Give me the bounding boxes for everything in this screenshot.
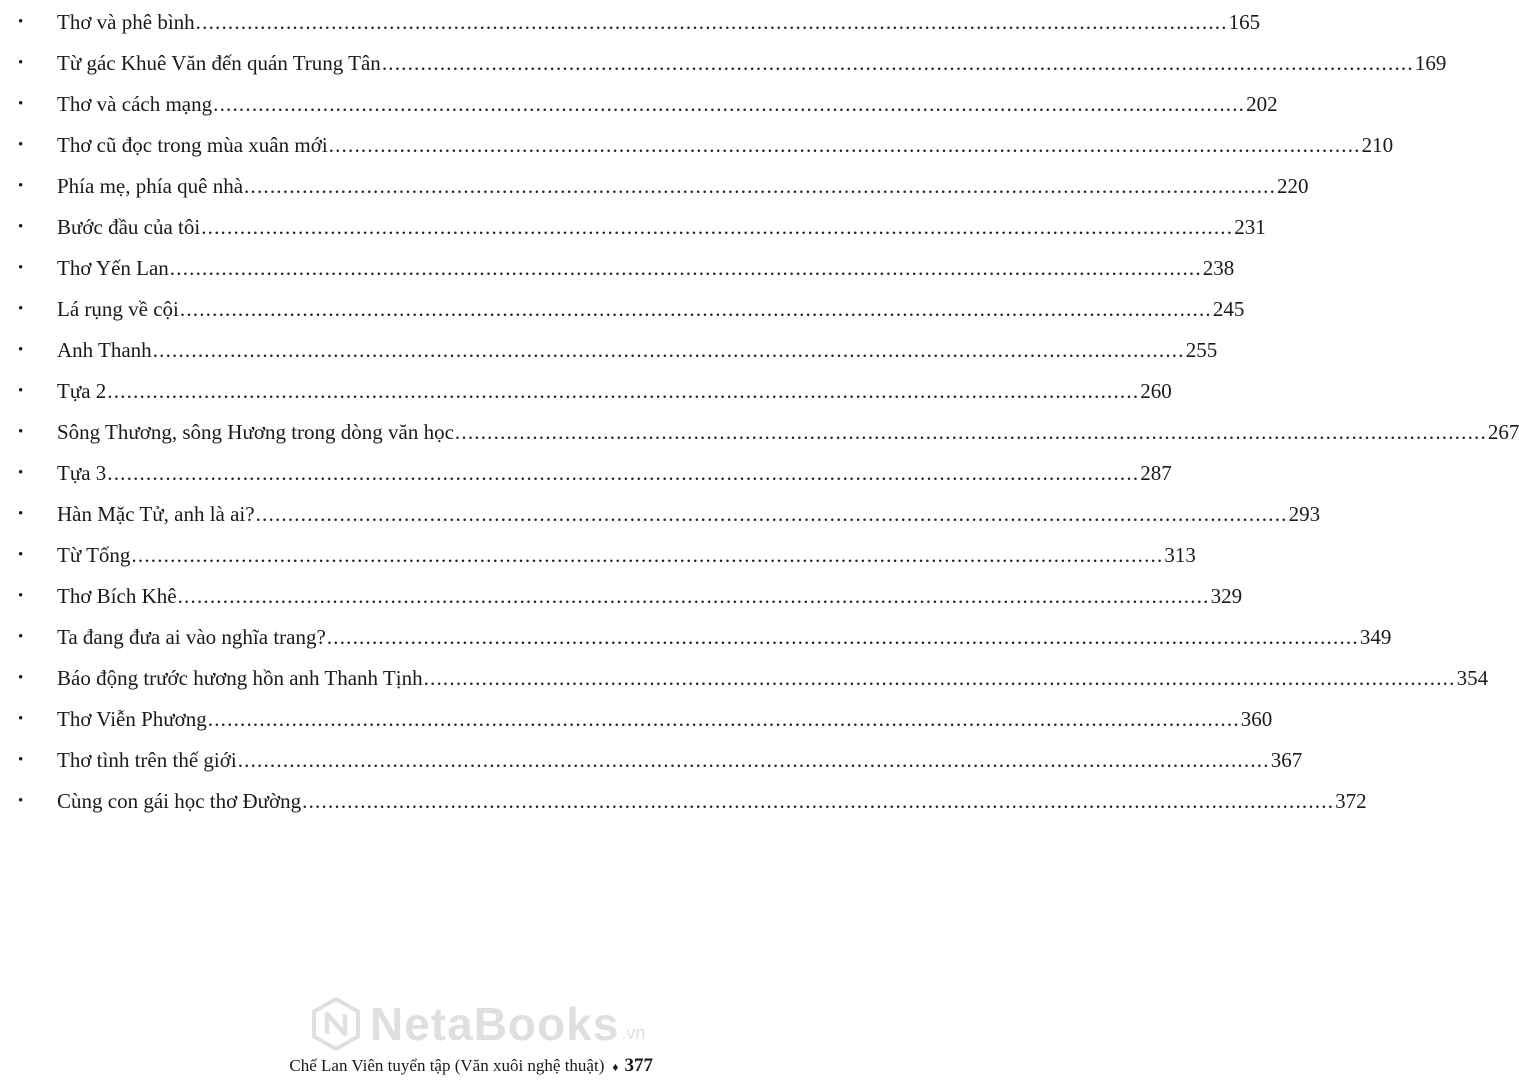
toc-item — [0, 43, 1447, 84]
toc-entry — [57, 453, 1172, 494]
toc-page-number: 220 — [1277, 174, 1309, 198]
toc-item — [0, 166, 1309, 207]
toc-page-number: 169 — [1414, 51, 1447, 75]
toc-page-number: 313 — [1164, 543, 1196, 567]
dot-leader: ................................................................................................................................................................ — [131, 543, 1164, 567]
toc-item — [0, 207, 1266, 248]
toc-page-number: 202 — [1246, 92, 1278, 116]
toc-title: Từ Tống — [57, 543, 131, 567]
toc-title: Lá rụng về cội — [57, 297, 179, 321]
toc-entry — [57, 289, 1245, 330]
bullet-icon: • — [18, 711, 24, 727]
toc-page-number: 372 — [1335, 789, 1367, 813]
toc-entry — [57, 166, 1309, 207]
bullet-icon: • — [18, 137, 24, 153]
toc-entry — [57, 658, 1489, 699]
toc-title: Thơ Yến Lan — [57, 256, 169, 280]
toc-title: Anh Thanh — [57, 338, 152, 362]
netabooks-logo-icon — [308, 996, 364, 1052]
toc-entry — [57, 2, 1261, 43]
toc-title: Từ gác Khuê Văn đến quán Trung Tân — [57, 51, 381, 75]
dot-leader: ................................................................................................................................................................ — [328, 133, 1361, 157]
toc-title: Thơ cũ đọc trong mùa xuân mới — [57, 133, 328, 157]
dot-leader: ................................................................................................................................................................ — [326, 625, 1359, 649]
toc-title: Sông Thương, sông Hương trong dòng văn học — [57, 420, 454, 444]
bullet-icon: • — [18, 424, 24, 440]
toc-page-number: 245 — [1212, 297, 1245, 321]
toc-page-number: 267 — [1487, 420, 1519, 444]
bullet-icon: • — [18, 547, 24, 563]
bullet-icon: • — [18, 342, 24, 358]
toc-item — [0, 2, 1261, 43]
dot-leader: ................................................................................................................................................................ — [454, 420, 1487, 444]
toc-entry — [57, 699, 1273, 740]
dot-leader: ................................................................................................................................................................ — [302, 789, 1335, 813]
watermark-suffix: .vn — [621, 1023, 646, 1043]
dot-leader: ................................................................................................................................................................ — [169, 256, 1202, 280]
toc-item — [0, 84, 1278, 125]
toc-title: Ta đang đưa ai vào nghĩa trang? — [57, 625, 326, 649]
toc-page-number: 210 — [1361, 133, 1394, 157]
toc-item — [0, 453, 1172, 494]
toc-page-number: 367 — [1270, 748, 1303, 772]
footer-page-number: 377 — [624, 1055, 653, 1076]
dot-leader: ................................................................................................................................................................ — [255, 502, 1288, 526]
bullet-icon: • — [18, 219, 24, 235]
bullet-icon: • — [18, 14, 24, 30]
bullet-icon: • — [18, 629, 24, 645]
diamond-icon: ♦ — [612, 1060, 619, 1074]
toc-title: Phía mẹ, phía quê nhà — [57, 174, 244, 198]
dot-leader: ................................................................................................................................................................ — [213, 92, 1246, 116]
toc-page-number: 260 — [1140, 379, 1172, 403]
toc-entry — [57, 740, 1303, 781]
toc-entry — [57, 330, 1218, 371]
toc-title: Tựa 2 — [57, 379, 107, 403]
toc-page-number: 293 — [1288, 502, 1321, 526]
toc-item — [0, 330, 1218, 371]
bullet-icon: • — [18, 506, 24, 522]
bullet-icon: • — [18, 465, 24, 481]
toc-item — [0, 535, 1196, 576]
toc-entry — [57, 248, 1235, 289]
toc-title: Thơ Viễn Phương — [57, 707, 207, 731]
toc-title: Thơ Bích Khê — [57, 584, 177, 608]
toc-entry — [57, 371, 1172, 412]
bullet-icon: • — [18, 588, 24, 604]
dot-leader: ................................................................................................................................................................ — [423, 666, 1456, 690]
dot-leader: ................................................................................................................................................................ — [107, 379, 1140, 403]
toc-item — [0, 371, 1172, 412]
toc-page-number: 354 — [1456, 666, 1489, 690]
toc-title: Thơ tình trên thế giới — [57, 748, 237, 772]
bullet-icon: • — [18, 383, 24, 399]
dot-leader: ................................................................................................................................................................ — [381, 51, 1414, 75]
toc-page-number: 360 — [1240, 707, 1273, 731]
toc-entry — [57, 43, 1447, 84]
dot-leader: ................................................................................................................................................................ — [201, 215, 1234, 239]
toc-title: Báo động trước hương hồn anh Thanh Tịnh — [57, 666, 423, 690]
page-footer — [289, 1055, 653, 1077]
toc-entry — [57, 617, 1392, 658]
toc-item — [0, 781, 1367, 822]
toc-entry — [57, 535, 1196, 576]
dot-leader: ................................................................................................................................................................ — [207, 707, 1240, 731]
toc-entry — [57, 412, 1519, 453]
toc-page-number: 329 — [1210, 584, 1243, 608]
dot-leader: ................................................................................................................................................................ — [237, 748, 1270, 772]
toc-entry — [57, 84, 1278, 125]
dot-leader: ................................................................................................................................................................ — [244, 174, 1277, 198]
toc-title: Hàn Mặc Tử, anh là ai? — [57, 502, 255, 526]
toc-page-number: 231 — [1234, 215, 1266, 239]
toc-entry — [57, 494, 1321, 535]
toc-entry — [57, 781, 1367, 822]
dot-leader: ................................................................................................................................................................ — [152, 338, 1185, 362]
bullet-icon: • — [18, 96, 24, 112]
toc-page-number: 287 — [1140, 461, 1172, 485]
watermark-brand: NetaBooks — [370, 998, 620, 1050]
toc-entry — [57, 125, 1394, 166]
toc-entry — [57, 576, 1243, 617]
toc-item — [0, 617, 1392, 658]
watermark — [308, 996, 645, 1052]
toc-title: Thơ và cách mạng — [57, 92, 213, 116]
toc-title: Tựa 3 — [57, 461, 107, 485]
toc-item — [0, 658, 1489, 699]
bullet-icon: • — [18, 670, 24, 686]
toc-page-number: 165 — [1228, 10, 1261, 34]
toc-page-number: 349 — [1359, 625, 1392, 649]
toc-item — [0, 576, 1243, 617]
toc-item — [0, 494, 1321, 535]
toc-page-number: 255 — [1185, 338, 1218, 362]
toc-title: Bước đầu của tôi — [57, 215, 201, 239]
bullet-icon: • — [18, 55, 24, 71]
footer-book-title: Chế Lan Viên tuyển tập (Văn xuôi nghệ thuật) — [289, 1056, 605, 1075]
toc-entry — [57, 207, 1266, 248]
toc-item — [0, 125, 1394, 166]
toc-page-number: 238 — [1202, 256, 1235, 280]
bullet-icon: • — [18, 178, 24, 194]
toc-item — [0, 412, 1519, 453]
toc-title: Cùng con gái học thơ Đường — [57, 789, 302, 813]
bullet-icon: • — [18, 793, 24, 809]
toc-item — [0, 699, 1273, 740]
toc-item — [0, 740, 1303, 781]
dot-leader: ................................................................................................................................................................ — [195, 10, 1228, 34]
toc-title: Thơ và phê bình — [57, 10, 195, 34]
bullet-icon: • — [18, 260, 24, 276]
bullet-icon: • — [18, 301, 24, 317]
dot-leader: ................................................................................................................................................................ — [107, 461, 1140, 485]
toc-item — [0, 248, 1235, 289]
toc-item — [0, 289, 1245, 330]
bullet-icon: • — [18, 752, 24, 768]
dot-leader: ................................................................................................................................................................ — [177, 584, 1210, 608]
dot-leader: ................................................................................................................................................................ — [179, 297, 1212, 321]
